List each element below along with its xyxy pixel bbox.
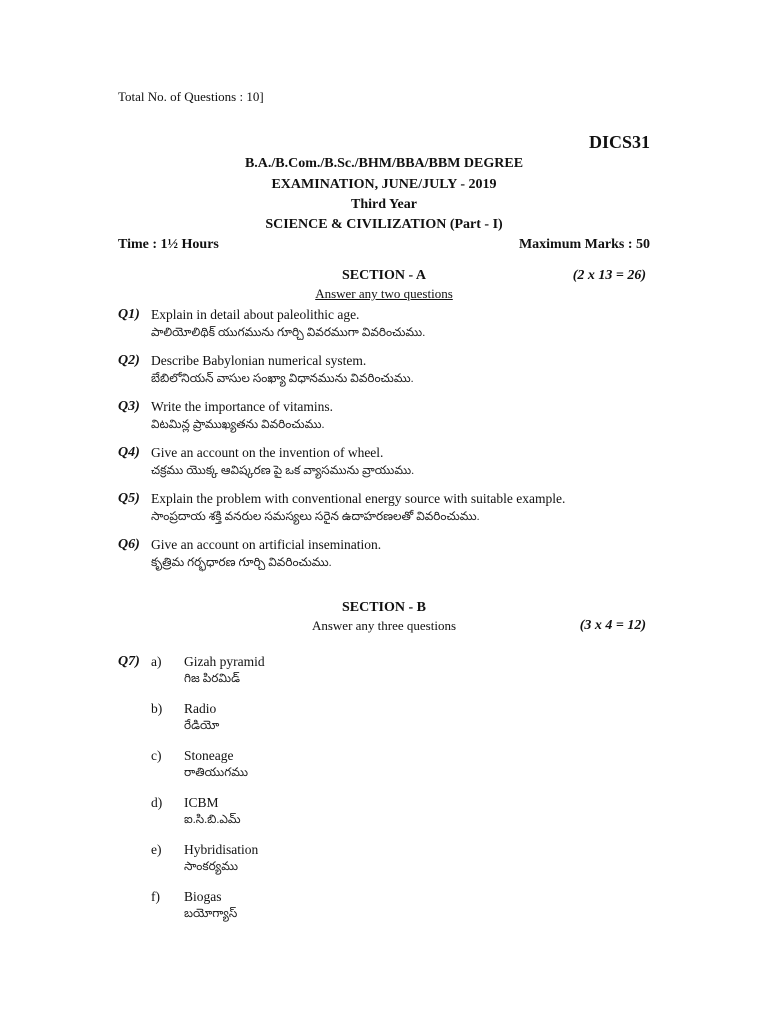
question-text: Give an account on the invention of wheel. xyxy=(151,445,384,460)
total-questions: Total No. of Questions : 10] xyxy=(118,89,264,104)
year-title: Third Year xyxy=(351,197,417,212)
question-text: Describe Babylonian numerical system. xyxy=(151,353,367,368)
time-allowed: Time : 1½ Hours xyxy=(118,237,219,252)
question-text: Write the importance of vitamins. xyxy=(151,399,334,414)
question-telugu: బేబిలోనియన్ వాసుల సంఖ్యా విధానమును వివరించుము. xyxy=(151,371,414,385)
sub-question-label: d) xyxy=(151,795,163,810)
maximum-marks: Maximum Marks : 50 xyxy=(518,237,650,252)
question-label: Q6) xyxy=(118,537,140,552)
question-telugu: చక్రము యొక్క ఆవిష్కరణ పై ఒక వ్యాసమును వ్రాయుము. xyxy=(151,463,415,477)
sub-question-telugu: రేడియో xyxy=(184,718,220,732)
sub-question-text: Biogas xyxy=(184,889,222,904)
question-label: Q5) xyxy=(118,491,140,506)
sub-question-text: ICBM xyxy=(184,795,219,810)
sub-question-label: a) xyxy=(151,654,162,669)
section-b-title: SECTION - B xyxy=(341,600,427,615)
paper-code: DICS31 xyxy=(588,132,650,152)
question-telugu: విటమిన్ల ప్రాముఖ్యతను వివరించుము. xyxy=(151,417,325,431)
question-label: Q4) xyxy=(118,445,140,460)
sub-question-text: Hybridisation xyxy=(184,842,259,857)
question-label: Q3) xyxy=(118,399,140,414)
question-label: Q7) xyxy=(118,654,140,669)
exam-title: EXAMINATION, JUNE/JULY - 2019 xyxy=(271,177,497,192)
sub-question-telugu: సాంకర్యము xyxy=(184,859,239,873)
sub-question-label: b) xyxy=(151,701,163,716)
sub-question-telugu: గిజ పిరమిడ్ xyxy=(184,671,240,685)
sub-question-label: f) xyxy=(151,889,160,904)
sub-question-text: Gizah pyramid xyxy=(184,654,265,669)
sub-question-text: Radio xyxy=(184,701,217,716)
question-telugu: కృత్రిమ గర్భధారణ గూర్చి వివరించుము. xyxy=(151,555,332,569)
sub-question-text: Stoneage xyxy=(184,748,234,763)
sub-question-telugu: రాతియుగము xyxy=(184,765,249,779)
subject-title: SCIENCE & CIVILIZATION (Part - I) xyxy=(265,217,503,232)
question-label: Q2) xyxy=(118,353,140,368)
question-text: Explain the problem with conventional energy source with suitable example. xyxy=(151,491,566,506)
sub-question-label: c) xyxy=(151,748,162,763)
degree-title: B.A./B.Com./B.Sc./BHM/BBA/BBM DEGREE xyxy=(244,156,524,171)
question-text: Give an account on artificial insemination. xyxy=(151,537,382,552)
sub-question-telugu: ఐ.సి.బి.ఎమ్ xyxy=(184,812,241,826)
question-label: Q1) xyxy=(118,307,140,322)
section-b-marks: (3 x 4 = 12) xyxy=(579,618,646,633)
section-a-marks: (2 x 13 = 26) xyxy=(572,268,646,283)
section-a-instruction: Answer any two questions xyxy=(315,286,453,301)
question-telugu: సాంప్రదాయ శక్తి వనరుల సమస్యలు సరైన ఉదాహరణలతో వివరించుము. xyxy=(151,509,480,523)
sub-question-telugu: బయోగ్యాస్ xyxy=(184,906,238,920)
question-telugu: పాలియోలిథిక్ యుగమును గూర్చి వివరముగా వివరించుము. xyxy=(151,325,426,339)
section-a-title: SECTION - A xyxy=(341,268,427,283)
sub-question-label: e) xyxy=(151,842,162,857)
section-b-instruction: Answer any three questions xyxy=(311,618,457,633)
question-text: Explain in detail about paleolithic age. xyxy=(151,307,360,322)
